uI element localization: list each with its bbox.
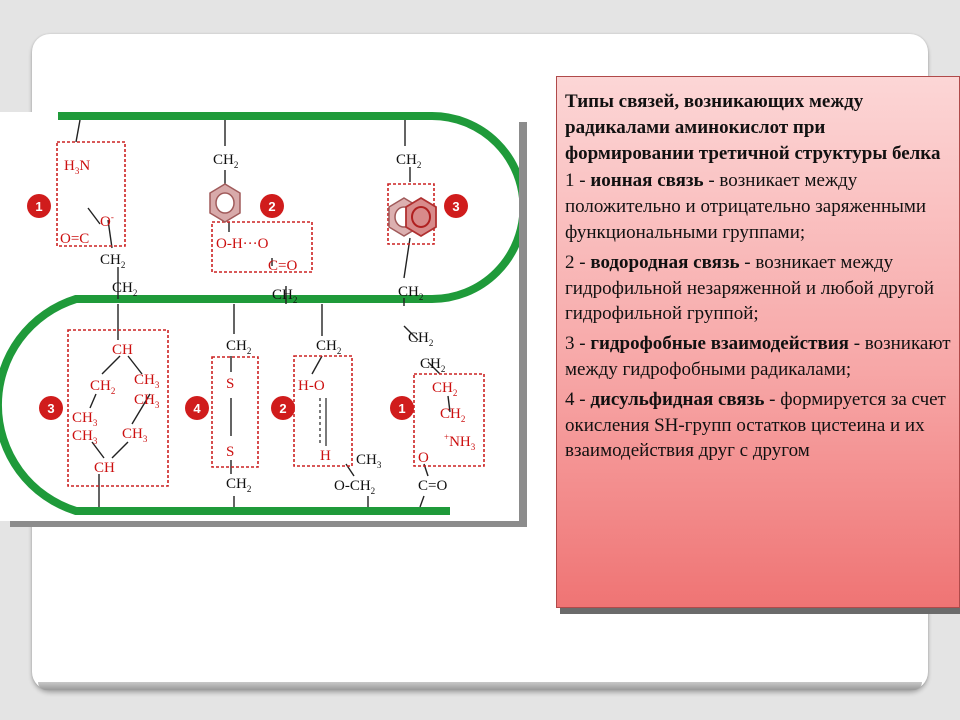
bond-lines <box>76 120 450 507</box>
ch3-label: $CH_3$ <box>134 372 160 390</box>
o-ch2-label: $O-CH_2$ <box>334 478 376 496</box>
h-label: H <box>320 448 331 464</box>
svg-text:1: 1 <box>35 199 43 214</box>
o-h-o-label-upper: O-H···O <box>216 236 269 252</box>
ch3-label: $CH_3$ <box>72 410 98 428</box>
o-minus-label: O- <box>100 212 114 230</box>
ch2-label: $CH_2$ <box>100 252 126 270</box>
sulfur-label: S <box>226 376 235 392</box>
ch-label: CH <box>112 342 133 358</box>
ch2-label: $CH_2$ <box>420 356 446 374</box>
ch3-label: $CH_3$ <box>134 392 160 410</box>
bond-item-hydrophobic: 3 - гидрофобные взаимодействия - возникают между гидрофобными радикалами; <box>565 333 951 380</box>
oc-label-upper: O=C <box>60 231 90 247</box>
ch2-label: $CH_2$ <box>90 378 116 396</box>
h-o-label: H-O <box>298 378 325 394</box>
bond-term: дисульфидная связь <box>590 388 765 410</box>
o-label: O <box>418 450 429 466</box>
marker-3-lower <box>39 396 63 420</box>
ch2-label: $CH_2$ <box>316 338 342 356</box>
marker-1-upper <box>27 194 51 218</box>
bond-term: водородная связь <box>590 251 740 273</box>
svg-text:4: 4 <box>193 401 201 416</box>
nh3-plus-label: $^+NH_3$ <box>444 432 476 452</box>
protein-bonds-diagram <box>0 112 519 521</box>
ch2-label: $CH_2$ <box>226 476 252 494</box>
marker-1-lower <box>390 396 414 420</box>
svg-text:2: 2 <box>279 401 287 416</box>
bond-item-disulfide: 4 - дисульфидная связь - формируется за счет окисления SH-групп остатков цистеина и их взаимодействия друг с другом <box>565 388 946 462</box>
marker-4-lower <box>185 396 209 420</box>
disulfide-box <box>212 357 258 467</box>
svg-text:3: 3 <box>47 401 55 416</box>
marker-3-upper <box>444 194 468 218</box>
ch2-label: $CH_2$ <box>226 338 252 356</box>
ch2-label: $CH_2$ <box>408 330 434 348</box>
ch2-label: $CH_2$ <box>112 280 138 298</box>
ch3-label: $CH_3$ <box>72 428 98 446</box>
ch2-label: $CH_2$ <box>213 152 239 170</box>
ch3-label: $CH_3$ <box>356 452 382 470</box>
bond-term: ионная связь <box>590 170 704 192</box>
h3n-label: $H_3N$ <box>64 158 91 176</box>
slide-bottom-edge <box>38 682 922 690</box>
ch2-label: $CH_2$ <box>272 287 298 305</box>
benzene-ring-tyrosine <box>210 184 240 222</box>
sulfur-label: S <box>226 444 235 460</box>
ch2-label: $CH_2$ <box>432 380 458 398</box>
bond-item-ionic: 1 - ионная связь - возникает между положительно и отрицательно заряженными функциональными группами; <box>565 170 927 243</box>
ch2-label: $CH_2$ <box>440 406 466 424</box>
ceo-label-lower: C=O <box>418 478 448 494</box>
panel-title: Типы связей, возникающих между радикалами аминокислот при формировании третичной структуры белка <box>565 91 941 164</box>
svg-text:1: 1 <box>398 401 406 416</box>
marker-2-upper <box>260 194 284 218</box>
bond-item-hydrogen: 2 - водородная связь - возникает между гидрофильной незаряженной и любой другой гидрофильной группой; <box>565 251 934 325</box>
svg-text:2: 2 <box>268 199 276 214</box>
ceo-label: C=O <box>268 258 298 274</box>
ch2-label: $CH_2$ <box>396 152 422 170</box>
marker-2-lower <box>271 396 295 420</box>
bond-types-text-panel <box>556 76 960 608</box>
ch-label: CH <box>94 460 115 476</box>
bond-term: гидрофобные взаимодействия <box>590 333 849 355</box>
ch2-label: $CH_2$ <box>398 284 424 302</box>
svg-text:3: 3 <box>452 199 460 214</box>
benzene-ring-phenylalanine-right <box>406 198 436 236</box>
ch3-label: $CH_3$ <box>122 426 148 444</box>
